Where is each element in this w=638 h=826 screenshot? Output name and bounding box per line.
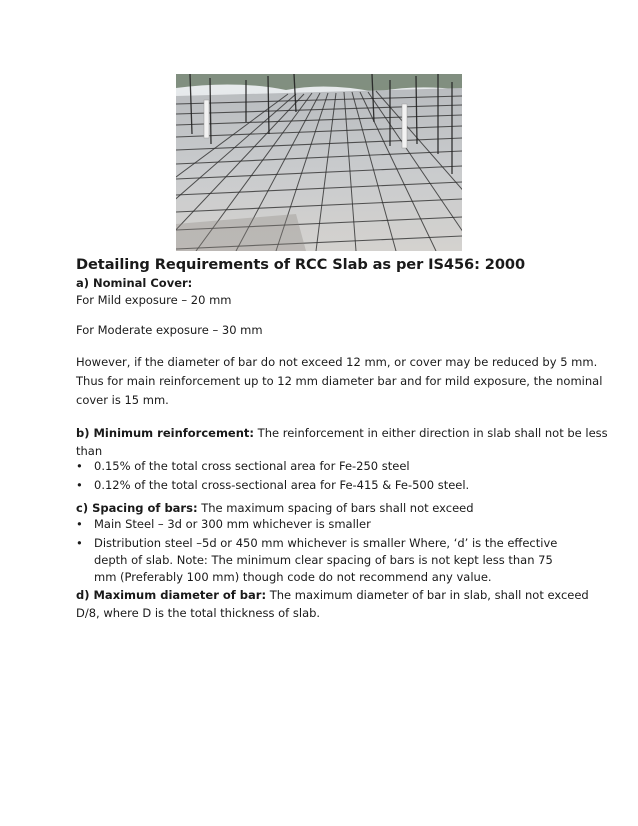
spacing-heading: c) Spacing of bars: <box>76 501 198 515</box>
cover-note-line-2: Thus for main reinforcement up to 12 mm diameter bar and for mild exposure, the nominal <box>76 374 603 388</box>
min-reinforcement-heading: b) Minimum reinforcement: <box>76 426 255 440</box>
bullet-icon: • <box>76 459 83 473</box>
mild-exposure-text: For Mild exposure – 20 mm <box>76 293 232 307</box>
moderate-exposure-text: For Moderate exposure – 30 mm <box>76 323 263 337</box>
cover-note-line-3: cover is 15 mm. <box>76 393 169 407</box>
bullet-text: Main Steel – 3d or 300 mm whichever is smaller <box>94 517 371 531</box>
bullet-icon: • <box>76 517 83 531</box>
spacing-text: The maximum spacing of bars shall not exceed <box>197 501 474 515</box>
bullet-icon: • <box>76 536 83 550</box>
max-diameter-text-cont: D/8, where D is the total thickness of slab. <box>76 606 321 620</box>
slab-reinforcement-photo <box>176 74 462 251</box>
min-reinforcement-text-cont: than <box>76 444 103 458</box>
min-reinforcement-text: The reinforcement in either direction in slab shall not be less <box>254 426 608 440</box>
bullet-text: Distribution steel –5d or 450 mm whichever is smaller Where, ‘d’ is the effective depth of slab. Note: The minimum clear spacing of bars is not kept less than 75 mm (Preferably 100 mm) though code do not recommend any value. <box>94 536 558 584</box>
min-reinforcement-paragraph <box>76 425 608 442</box>
max-diameter-heading: d) Maximum diameter of bar: <box>76 588 267 602</box>
page-title: Detailing Requirements of RCC Slab as per IS456: 2000 <box>76 256 526 273</box>
bullet-icon: • <box>76 478 83 492</box>
nominal-cover-heading: a) Nominal Cover: <box>76 276 193 290</box>
bullet-text: 0.15% of the total cross sectional area for Fe-250 steel <box>94 459 410 473</box>
max-diameter-text: The maximum diameter of bar in slab, shall not exceed <box>266 588 589 602</box>
max-diameter-paragraph <box>76 587 589 604</box>
bullet-text: 0.12% of the total cross-sectional area for Fe-415 & Fe-500 steel. <box>94 478 470 492</box>
spacing-paragraph <box>76 500 474 517</box>
cover-note-line-1: However, if the diameter of bar do not exceed 12 mm, or cover may be reduced by 5 mm. <box>76 355 598 369</box>
